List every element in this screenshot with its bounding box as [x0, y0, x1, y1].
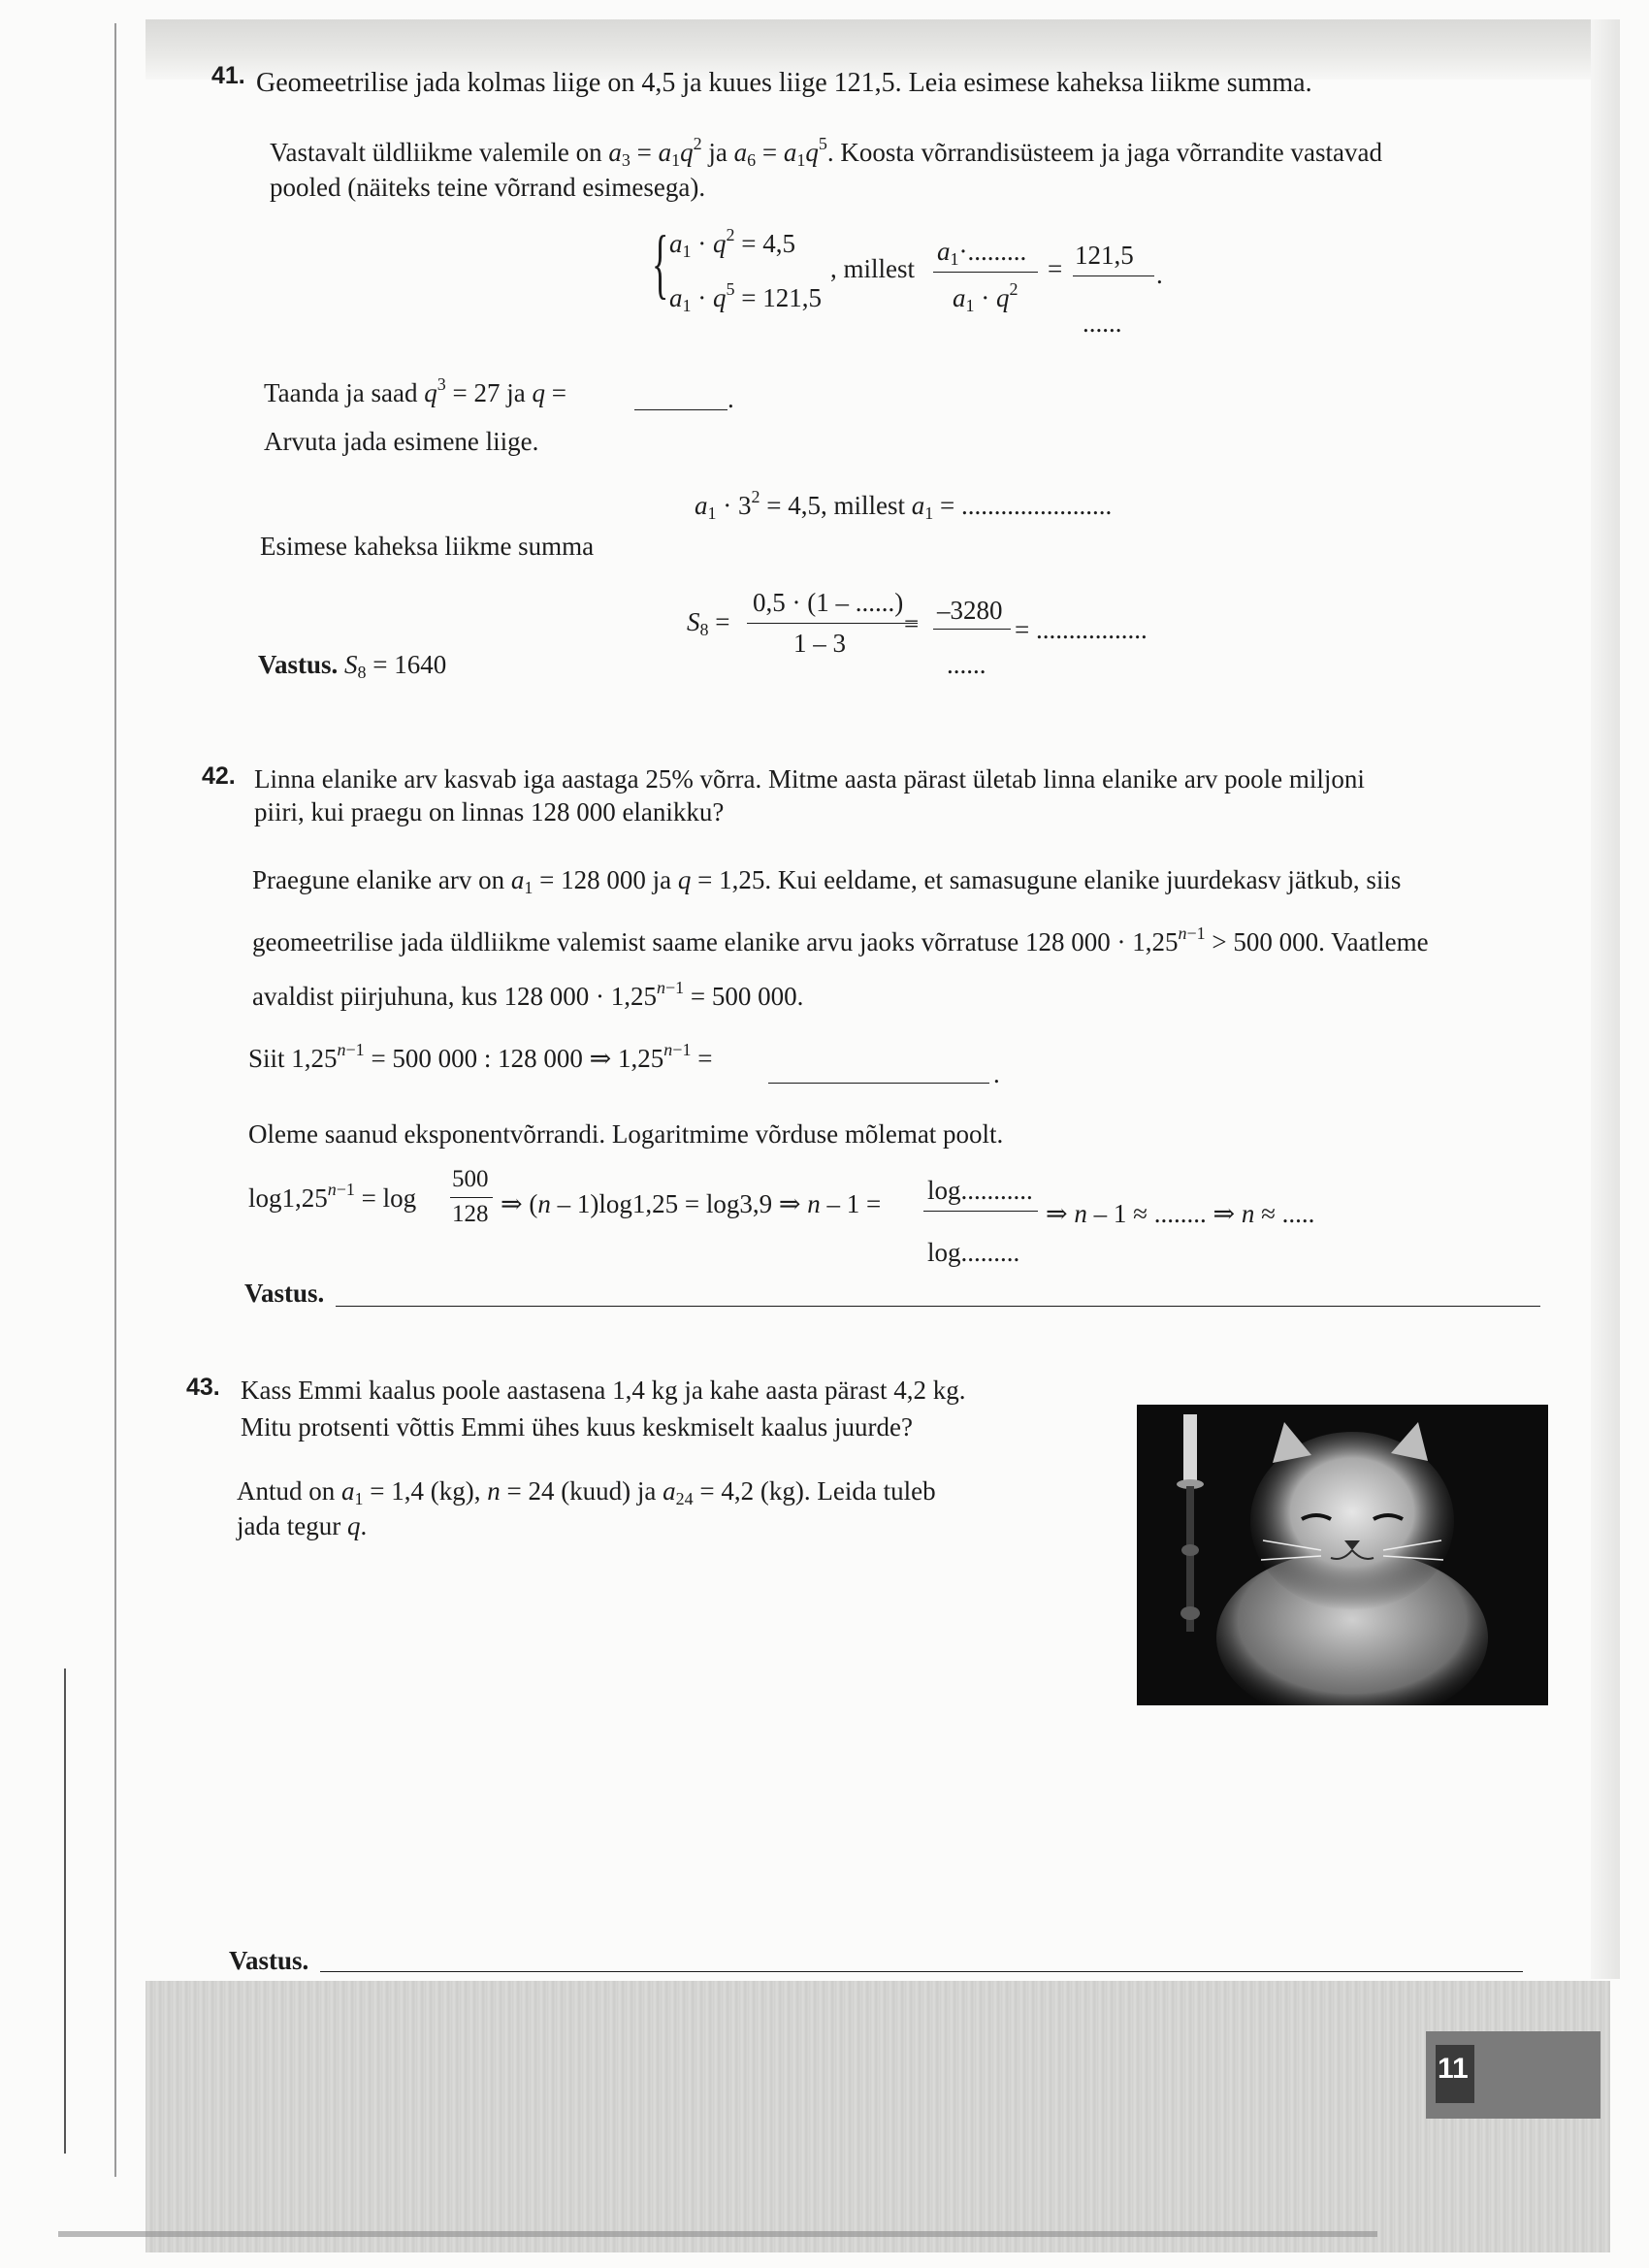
ex42-line4: Siit $1,25^{n-1} = 500$ 000 : 128 000 ⇒ $1,25^{n-1}$ = — [248, 1040, 713, 1073]
ex43-line1: Antud on $a_1 = 1,4$ (kg), n = 24 (kuud) ja $a_{24} = 4,2$ (kg). Leida tuleb — [237, 1476, 936, 1508]
ex42-log-den: 128 — [452, 1201, 489, 1227]
exercise-41-number: 41. — [211, 62, 245, 89]
ex41-s8-num2: –3280 — [937, 596, 1003, 625]
ex42-log-fden: log......... — [927, 1238, 1020, 1267]
ex41-a1-equation: $a_1 \cdot 3^2 = 4,5$, millest $a_1$ = ....................... — [695, 487, 1113, 523]
page-edge-line — [64, 1669, 66, 2154]
exercise-41-question: Geomeetrilise jada kolmas liige on 4,5 ja kuues liige 121,5. Leia esimese kaheksa liikme summa. — [256, 68, 1312, 98]
ex42-power-blank — [768, 1083, 989, 1084]
system-brace: { — [652, 221, 669, 307]
ex42-line4-period: . — [993, 1059, 1000, 1088]
ex41-period: . — [1156, 260, 1163, 289]
ex41-line1: Vastavalt üldliikme valemile on $a_3 = a_1q^2$ ja $a_6 = a_1q^5$. Koosta võrrandisüsteem ja jaga võrrandite vastavad — [270, 134, 1382, 170]
ex42-log-num: 500 — [452, 1166, 489, 1192]
exercise-42-question-2: piiri, kui praegu on linnas 128 000 elanikku? — [254, 797, 725, 826]
exercise-42-number: 42. — [202, 762, 236, 790]
ex42-log-lhs: $\log 1,25^{n-1} = \log$ — [248, 1180, 417, 1213]
page-bottom-edge — [58, 2231, 1377, 2237]
ex41-s8-den: 1 – 3 — [793, 629, 846, 658]
exercise-43-number: 43. — [186, 1374, 220, 1401]
ex41-s8-bar2 — [933, 629, 1011, 630]
ex43-answer-label: Vastus. — [229, 1946, 309, 1975]
exercise-43-question-2: Mitu protsenti võttis Emmi ühes kuus keskmiselt kaalus juurde? — [241, 1412, 913, 1442]
page-number: 11 — [1438, 2053, 1469, 2085]
exercise-43-question-1: Kass Emmi kaalus poole aastasena 1,4 kg ja kahe aasta pärast 4,2 kg. — [241, 1376, 966, 1405]
ex41-s8: $S_8$ = — [687, 607, 730, 639]
ex42-line3: avaldist piirjuhuna, kus 128 $000 \cdot 1,25^{n-1} = 500$ 000. — [252, 978, 804, 1011]
ex43-answer-line — [320, 1971, 1523, 1972]
ex41-rhs-num: 121,5 — [1075, 241, 1134, 270]
ex41-rhs-bar — [1073, 275, 1154, 276]
cat-photo — [1137, 1405, 1548, 1705]
q-answer-blank — [634, 409, 728, 410]
system-eq1: $a_1 \cdot q^2 = 4,5$ — [669, 225, 795, 261]
ex42-line1: Praegune elanike arv on $a_1 = 128$ 000 ja q = 1,25. Kui eeldame, et samasugune elanike juurdekasv jätkub, siis — [252, 865, 1402, 897]
system-eq2: $a_1 \cdot q^5 = 121,5$ — [669, 279, 822, 315]
scan-shadow-bottom — [146, 1981, 1610, 2252]
ex41-equals: = — [1048, 254, 1063, 283]
ex42-answer-label: Vastus. — [244, 1279, 325, 1308]
ex42-log-tail: ⇒ n – 1 ≈ ........ ⇒ n ≈ ..... — [1046, 1199, 1315, 1228]
ex42-line2: geomeetrilise jada üldliikme valemist saame elanike arvu jaoks võrratuse 128 $000 \cdot 1,25^{n-1} > 500$ 000. Vaatleme — [252, 923, 1429, 956]
ex41-s8-eq: = — [904, 609, 920, 638]
ex41-s8-num: 0,5 · (1 – ......) — [753, 588, 904, 617]
ex41-summa-label: Esimese kaheksa liikme summa — [260, 532, 595, 561]
ex41-answer: Vastus. $S_8 = 1640$ — [258, 650, 447, 682]
ex42-log-mid: ⇒ (n – 1)log1,25 = log3,9 ⇒ n – 1 = — [501, 1189, 882, 1218]
ex42-log-fnum: log........... — [927, 1176, 1033, 1205]
ex41-line2: pooled (näiteks teine võrrand esimesega). — [270, 173, 706, 202]
ex41-millest: , millest — [830, 254, 915, 283]
ex41-taanda-period: . — [728, 384, 734, 413]
ex42-log-fbar — [923, 1211, 1038, 1212]
ex41-rhs-den: ...... — [1083, 308, 1122, 338]
ex41-taanda: Taanda ja saad $q^3 = 27$ ja q = — [264, 374, 566, 407]
ex41-s8-den2: ...... — [947, 650, 986, 679]
ex41-frac-bar — [933, 272, 1038, 273]
ex41-s8-bar — [747, 623, 918, 624]
ex41-s8-tail: = ................. — [1015, 615, 1148, 644]
ex42-line5: Oleme saanud eksponentvõrrandi. Logaritmime võrduse mõlemat poolt. — [248, 1119, 1004, 1149]
cat-photo-illustration — [1137, 1405, 1548, 1705]
scan-shadow-right — [1591, 19, 1620, 1979]
ex42-answer-line — [336, 1306, 1540, 1307]
ex42-log-bar — [450, 1197, 493, 1198]
exercise-42-question-1: Linna elanike arv kasvab iga aastaga 25% võrra. Mitme aasta pärast ületab linna elanike arv poole miljoni — [254, 764, 1365, 794]
ex41-frac-den: $a_1 \cdot q^2$ — [953, 279, 1018, 315]
page-margin-rule — [114, 23, 116, 2177]
ex43-line2: jada tegur q. — [237, 1511, 368, 1540]
ex41-arvuta: Arvuta jada esimene liige. — [264, 427, 539, 456]
ex41-frac-num: $a_1\cdot$......... — [937, 237, 1027, 269]
